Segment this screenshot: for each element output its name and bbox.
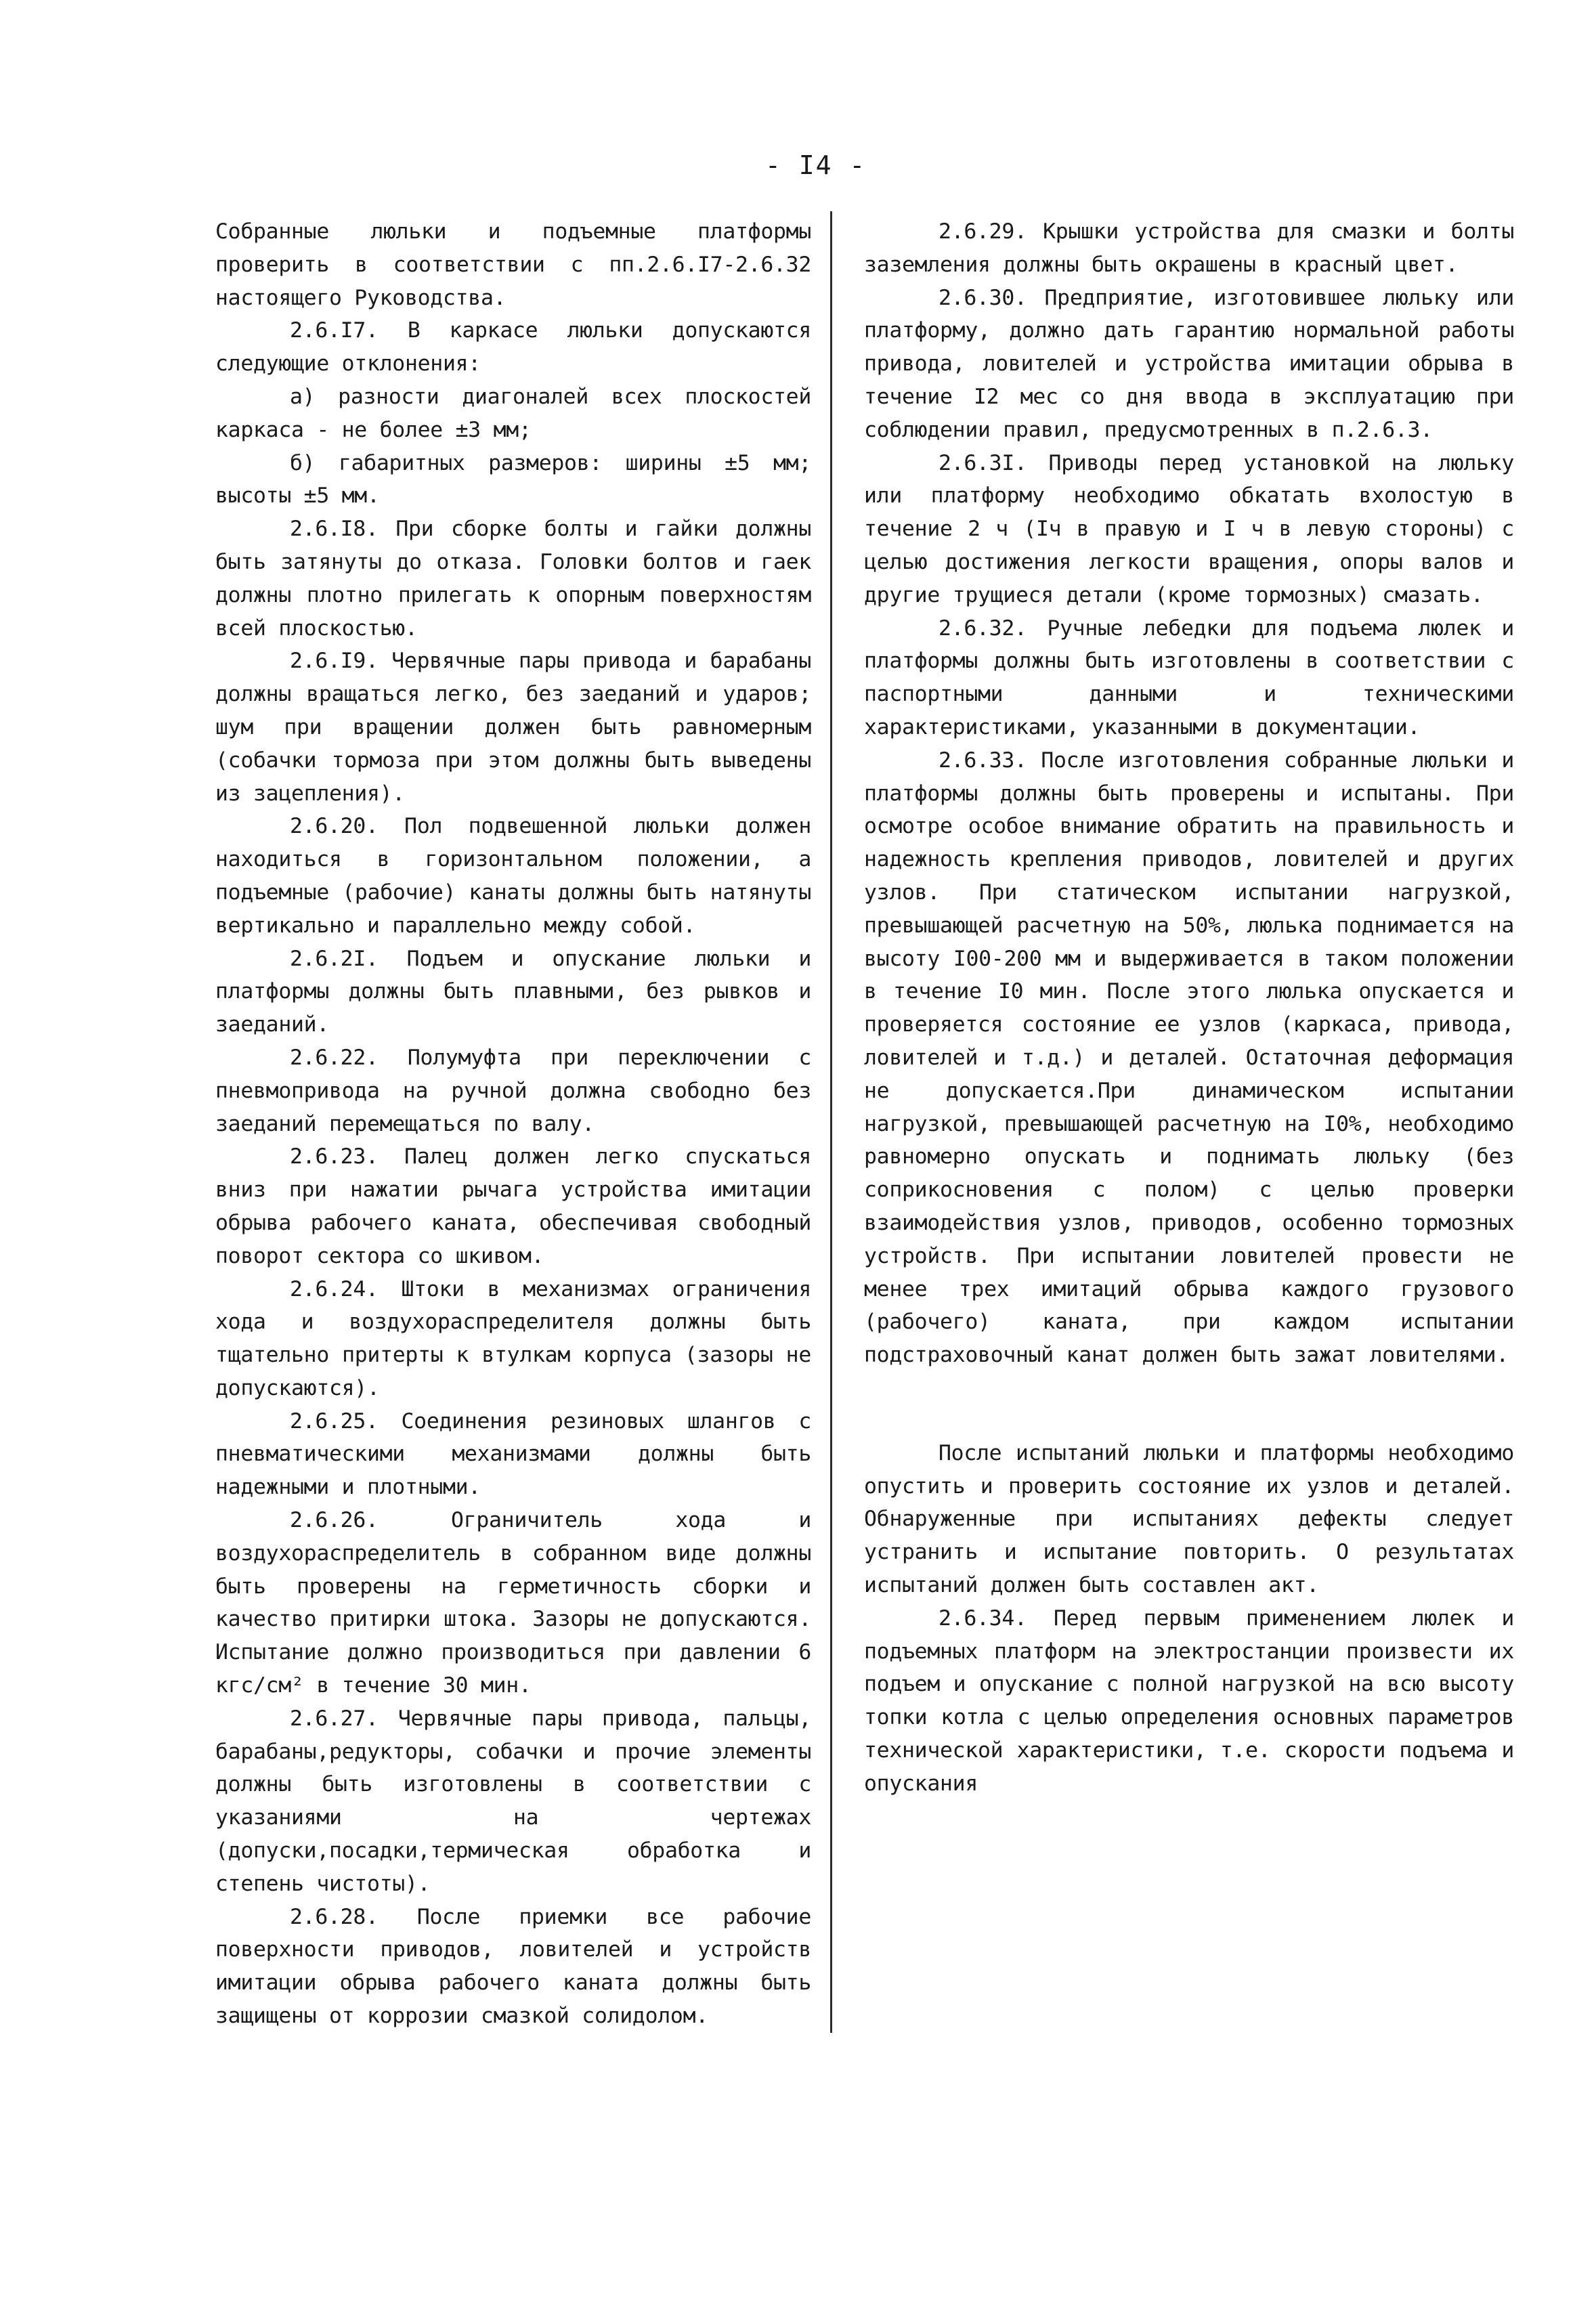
section-2-6-32: 2.6.32. Ручные лебедки для подъема люлек и платформы должны быть изготовлены в соответствии с паспортными данными и техническими характеристиками, указанными в документации. bbox=[864, 616, 1514, 739]
section-2-6-20: 2.6.20. Пол подвешенной люльки должен находиться в горизонтальном положении, а подъемные (рабочие) канаты должны быть натянуты вертикально и параллельно между собой. bbox=[215, 814, 811, 938]
section-2-6-26: 2.6.26. Ограничитель хода и воздухораспределитель в собранном виде должны быть проверены на герметичность сборки и качество притирки штока. Зазоры не допускаются. Испытание должно производиться при давлении 6 кгс/см² в течение 30 мин. bbox=[215, 1508, 811, 1698]
section-2-6-23: 2.6.23. Палец должен легко спускаться вниз при нажатии рычага устройства имитации обрыва рабочего каната, обеспечивая свободный поворот сектора со шкивом. bbox=[215, 1144, 811, 1268]
section-2-6-27: 2.6.27. Червячные пары привода, пальцы, барабаны,редукторы, собачки и прочие элементы должны быть изготовлены в соответствии с указаниями на чертежах (допуски,посадки,термическая обработка и степень чистоты). bbox=[215, 1706, 811, 1896]
after-tests-paragraph: После испытаний люльки и платформы необходимо опустить и проверить состояние их узлов и деталей. Обнаруженные при испытаниях дефекты следует устранить и испытание повторить. О результатах испытаний должен быть составлен акт. bbox=[864, 1440, 1514, 1598]
section-2-6-28: 2.6.28. После приемки все рабочие поверхности приводов, ловителей и устройств имитации обрыва рабочего каната должны быть защищены от коррозии смазкой солидолом. bbox=[215, 1904, 811, 2029]
section-2-6-17: 2.6.I7. В каркасе люльки допускаются следующие отклонения: bbox=[215, 318, 811, 376]
section-2-6-19: 2.6.I9. Червячные пары привода и барабаны должны вращаться легко, без заеданий и ударов; шум при вращении должен быть равномерным (собачки тормоза при этом должны быть выведены из зацепления). bbox=[215, 649, 811, 806]
paragraph-gap bbox=[864, 1372, 1514, 1437]
column-divider bbox=[830, 211, 832, 2033]
section-2-6-34: 2.6.34. Перед первым применением люлек и подъемных платформ на электростанции произвести их подъем и опускание с полной нагрузкой на всю высоту топки котла с целью определения основных параметров технической характеристики, т.е. скорости подъема и опускания bbox=[864, 1606, 1514, 1796]
section-2-6-18: 2.6.I8. При сборке болты и гайки должны быть затянуты до отказа. Головки болтов и гаек должны плотно прилегать к опорным поверхностям всей плоскостью. bbox=[215, 517, 811, 641]
section-2-6-25: 2.6.25. Соединения резиновых шлангов с пневматическими механизмами должны быть надежными и плотными. bbox=[215, 1408, 811, 1500]
section-2-6-17-item-b: б) габаритных размеров: ширины ±5 мм; высоты ±5 мм. bbox=[215, 450, 811, 509]
section-2-6-33: 2.6.33. После изготовления собранные люльки и платформы должны быть проверены и испытаны. При осмотре особое внимание обратить на правильность и надежность крепления приводов, ловителей и других узлов. При статическом испытании нагрузкой, превышающей расчетную на 50%, люлька поднимается на высоту I00-200 мм и выдерживается в таком положении в течение I0 мин. После этого люлька опускается и проверяется состояние ее узлов (каркаса, привода, ловителей и т.д.) и деталей. Остаточная деформация не допускается.При динамическом испытании нагрузкой, превышающей расчетную на I0%, необходимо равномерно опускать и поднимать люльку (без соприкосновения с полом) с целью проверки взаимодействия узлов, приводов, особенно тормозных устройств. При испытании ловителей провести не менее трех имитаций обрыва каждого грузового (рабочего) каната, при каждом испытании подстраховочный канат должен быть зажат ловителями. bbox=[864, 748, 1514, 1368]
right-column bbox=[864, 215, 1514, 1801]
section-2-6-21: 2.6.2I. Подъем и опускание люльки и платформы должны быть плавными, без рывков и заеданий. bbox=[215, 946, 811, 1037]
intro-paragraph: Собранные люльки и подъемные платформы проверить в соответствии с пп.2.6.I7-2.6.32 настоящего Руководства. bbox=[215, 219, 811, 310]
left-column bbox=[215, 215, 811, 2033]
page-number: - I4 - bbox=[765, 150, 867, 180]
section-2-6-31: 2.6.3I. Приводы перед установкой на люльку или платформу необходимо обкатать вхолостую в течение 2 ч (Iч в правую и I ч в левую стороны) с целью достижения легкости вращения, опоры валов и другие трущиеся детали (кроме тормозных) смазать. bbox=[864, 450, 1514, 607]
section-2-6-30: 2.6.30. Предприятие, изготовившее люльку или платформу, должно дать гарантию нормальной работы привода, ловителей и устройства имитации обрыва в течение I2 мес со дня ввода в эксплуатацию при соблюдении правил, предусмотренных в п.2.6.3. bbox=[864, 285, 1514, 442]
section-2-6-24: 2.6.24. Штоки в механизмах ограничения хода и воздухораспределителя должны быть тщательно притерты к втулкам корпуса (зазоры не допускаются). bbox=[215, 1276, 811, 1400]
section-2-6-22: 2.6.22. Полумуфта при переключении с пневмопривода на ручной должна свободно без заеданий перемещаться по валу. bbox=[215, 1045, 811, 1136]
section-2-6-17-item-a: а) разности диагоналей всех плоскостей каркаса - не более ±3 мм; bbox=[215, 384, 811, 442]
section-2-6-29: 2.6.29. Крышки устройства для смазки и болты заземления должны быть окрашены в красный цвет. bbox=[864, 219, 1514, 277]
